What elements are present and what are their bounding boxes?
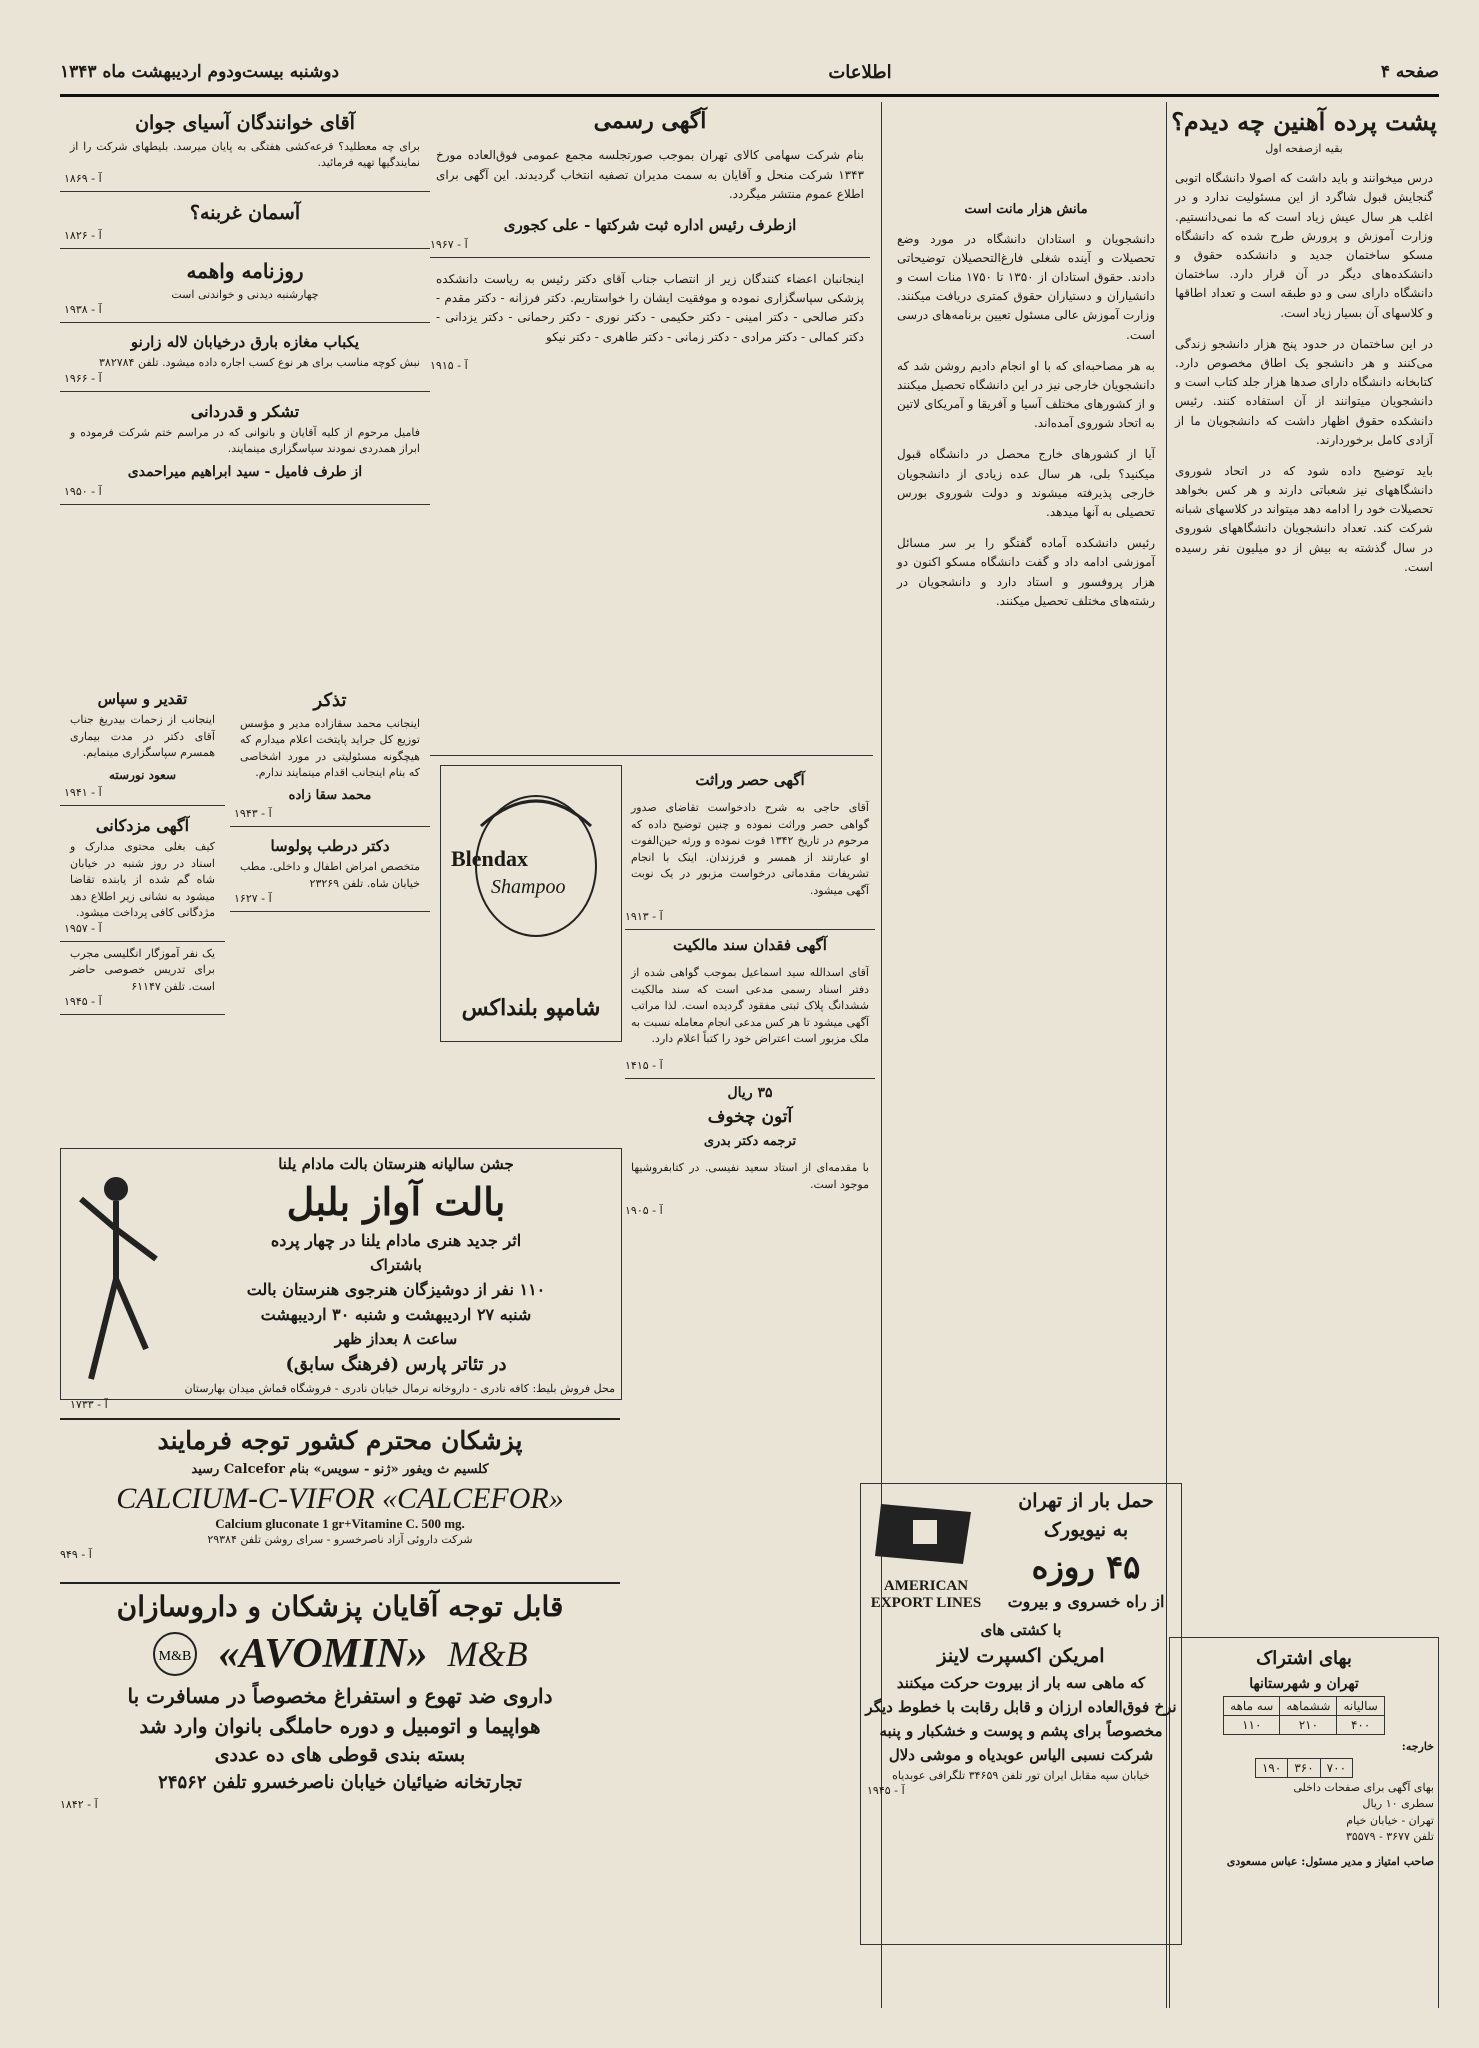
table-cell: ۳۶۰	[1288, 1758, 1320, 1777]
avomin-ad	[60, 1582, 620, 1944]
article-paragraph: آیا از کشورهای خارج محصل در دانشگاه قبول میکنید؟ بلی، هر سال عده زیادی از دانشجویان خارجی پذیرفته میشوند و دولت شوروی بورس تحصیلی به آنها میدهد.	[897, 447, 1155, 520]
doctors-notice: اینجانبان اعضاء کنندگان زیر از انتصاب جناب آقای دکتر رئیس به ریاست دانشکده پزشکی سپاسگزاری نموده و موفقیت ایشان را خواستاریم. دکتر فرزانه - دکتر مقدم - دکتر صالحی - دکتر امینی - دکتر حکیمی - دکتر نوری - دکتر رحمانی - دکتر یزدانی - دکتر کمالی - دکتر مرادی - دکتر زمانی - دکتر طاهری - دکتر نیکو	[436, 271, 864, 344]
article-paragraph: به هر مصاحبه‌ای که با او انجام دادیم روشن شد که دانشجویان خارجی نیز در این دانشگاه تحصیل میکنند و از کشورهای مختلف آسیا و آفریقا و آمریکای لاتین به اتحاد شوروی آمده‌اند.	[897, 358, 1155, 431]
mb-logo-icon	[152, 1631, 198, 1677]
ad-code: آ - ۱۹۵۰	[64, 484, 102, 498]
ad-body: یک نفر آموزگار انگلیسی مجرب برای تدریس خصوصی حاضر است. تلفن ۶۱۱۴۷	[70, 946, 215, 993]
ballet-sub: اثر جدید هنری مادام یلنا در چهار پرده	[270, 1230, 522, 1250]
ad-code: آ - ۱۹۱۳	[625, 910, 663, 923]
page-number: صفحه ۴	[1380, 62, 1439, 82]
article-paragraph: رئیس دانشکده آماده گفتگو را بر سر مسائل آموزشی ادامه داد و گفت دانشگاه مسکو اکنون دو هزار پروفسور و استاد دارد و دانشجویان در رشته‌های مختلف تحصیل میکنند.	[897, 536, 1155, 608]
ae-via: از راه خسروی و بیروت	[1007, 1591, 1165, 1611]
table-cell: ۲۱۰	[1280, 1716, 1337, 1735]
foreign-label: خارجه:	[1401, 1740, 1434, 1754]
ad-code: آ - ۱۸۶۹	[64, 171, 102, 185]
blendax-product: Shampoo	[491, 876, 566, 898]
table-cell: سه ماهه	[1224, 1697, 1280, 1716]
ad-code: آ - ۱۶۲۷	[234, 892, 272, 906]
ae-line: به نیویورک	[1043, 1518, 1129, 1541]
column-right	[1169, 102, 1439, 2008]
ad-code: آ - ۱۸۲۶	[64, 228, 102, 242]
notices-column	[625, 765, 875, 2008]
ad-box	[230, 827, 430, 912]
ad-body: اینجانب محمد سقازاده مدیر و مؤسس توزیع کل جراید پایتخت اعلام میدارم که هیچگونه مسئولیتی در مورد اشخاصی که بنام اینجانب اقدام مینمایند ندارم.	[240, 716, 420, 780]
table-cell: ششماهه	[1280, 1697, 1337, 1716]
calcefor-distributor: شرکت داروئی آزاد ناصرخسرو - سرای روشن تلفن ۲۹۳۸۴	[207, 1532, 473, 1546]
ad-box	[60, 942, 225, 1016]
ad-body: برای چه معطلید؟ قرعه‌کشی هفتگی به پایان میرسد. بلیطهای شرکت را از نمایندگیها تهیه فرمائید.	[70, 139, 420, 170]
table-row	[1224, 1697, 1385, 1716]
address: تهران - خیابان خیام	[1346, 1813, 1434, 1827]
notice-title: آگهی فقدان سند مالکیت	[673, 936, 827, 954]
ad-title: تقدیر و سپاس	[97, 690, 188, 708]
ad-signature: محمد سقا زاده	[288, 787, 372, 803]
ad-box	[60, 392, 430, 505]
notice-body: آقای اسدالله سید اسماعیل بموجب گواهی شده از دفتر اسناد رسمی مدعی است که سند مالکیت ششدانگ پلاک ثبتی مفقود گردیده است. لذا مراتب آگهی میشود تا هر کس مدعی انجام معامله نسبت به ملک مزبور است اعتراض خود را کتباً اعلام دارد.	[631, 966, 869, 1045]
avomin-line: داروی ضد تهوع و استفراغ مخصوصاً در مسافرت با	[127, 1683, 553, 1708]
ad-body: کیف بغلی محتوی مدارک و اسناد در روز شنبه در خیابان شاه گم شده از یابنده تقاضا میشود به نشانی زیر اطلاع دهد مژدگانی کافی پرداخت میشود.	[70, 840, 215, 920]
ballet-line: باشتراک	[370, 1255, 422, 1274]
table-cell: ۷۰۰	[1320, 1758, 1352, 1777]
phones: تلفن ۳۶۷۷ - ۳۵۵۷۹	[1345, 1830, 1434, 1844]
ballet-ad	[60, 1148, 622, 1400]
table-row	[1255, 1758, 1352, 1777]
issue-date: دوشنبه بیست‌ودوم اردیبهشت ماه ۱۳۴۳	[60, 62, 340, 82]
ballet-line: در تئاتر پارس (فرهنگ سابق)	[285, 1354, 507, 1376]
ad-code: آ - ۱۸۴۲	[60, 1797, 98, 1811]
ad-body: متخصص امراض اطفال و داخلی. مطب خیابان شاه. تلفن ۲۳۲۶۹	[240, 860, 420, 890]
ad-code: آ - ۱۹۶۷	[430, 237, 468, 251]
article-paragraph: درس میخوانند و باید داشت که اصولا دانشگاه اتوبی گنجایش قبول شاگرد از این مسئولیت ندارد و در اغلب هر سال عیش زیاد است که ما نمی‌دانستیم. وزارت آموزش و پرورش طرح شده که دانشگاه مسکو ساختمان جدید و دانشکده حقوق و دانشکده‌های دیگر در آن قرار دارد. ساختمان دانشگاه دارای سی و دو طبقه است و تعداد اطاقها و کلاسهای آن بسیار زیاد است.	[1175, 171, 1433, 320]
table-cell: ۴۰۰	[1337, 1716, 1384, 1735]
column-middle-left-b	[230, 680, 430, 1150]
official-ad-title: آگهی رسمی	[593, 108, 707, 134]
ballet-line: ساعت ۸ بعداز ظهر	[334, 1330, 458, 1349]
book-title: آتون چخوف	[707, 1107, 793, 1128]
calcefor-latin: CALCIUM-C-VIFOR «CALCEFOR»	[116, 1481, 564, 1515]
ad-box	[230, 680, 430, 827]
header-rule	[60, 94, 1439, 97]
ae-address: خیابان سپه مقابل ایران تور تلفن ۳۴۶۵۹ تلگرافی عوبدیاه	[892, 1768, 1150, 1782]
ad-body: فامیل مرحوم از کلیه آقایان و بانوانی که در مراسم ختم شرکت فرموده و ابراز همدردی نمودند سپاسگزاری مینمایند.	[70, 425, 420, 456]
american-export-ad	[860, 1483, 1182, 1945]
ballet-title: بالت آواز بلبل	[286, 1179, 506, 1224]
avomin-maker: M&B	[447, 1633, 528, 1674]
ad-code: آ - ۱۹۴۳	[234, 807, 272, 821]
calcefor-sub: کلسیم ث ویفور «ژنو - سویس» بنام Calcefor رسید	[191, 1462, 489, 1477]
subscription-sub: تهران و شهرستانها	[1249, 1675, 1359, 1692]
article-paragraph: باید توضیح داده شود که در اتحاد شوروی دانشگاههای نیز شعباتی دارند و هر کس بخواهد تحصیلات خود را ادامه دهد میتواند در کلاسهای شبانه شرکت کند. تعداد دانشجویان دانشگاههای شوروی در سال گذشته به بیش از دو میلیون نفر رسیده است.	[1175, 463, 1433, 574]
article-paragraph: در این ساختمان در حدود پنج هزار دانشجو زندگی می‌کنند و هر دانشجو یک اطاق مخصوص دارد. کتابخانه دانشگاه دارای صدها هزار جلد کتاب است و دانشجویان میتوانند از آن استفاده کنند. رئیس دانشکده حقوق اظهار داشت که دانشجویان ما از آزادی کامل برخوردارند.	[1175, 336, 1433, 447]
ae-line: نرخ فوق‌العاده ارزان و قابل رقابت با خطوط دیگر	[865, 1697, 1177, 1716]
page-header	[60, 52, 1439, 92]
ballet-tickets: محل فروش بلیط: کافه نادری - داروخانه نرمال خیابان نادری - فروشگاه قماش میدان بهارستان	[184, 1381, 615, 1395]
blendax-farsi: شامپو بلنداکس	[461, 995, 601, 1021]
column-left	[60, 102, 430, 677]
ad-body: نبش کوچه مناسب برای هر نوع کسب اجاره داده میشود. تلفن ۳۸۲۷۸۴	[99, 356, 420, 370]
ad-title: روزنامه واهمه	[186, 258, 304, 283]
ballet-top: جشن سالیانه هنرستان بالت مادام یلنا	[278, 1155, 514, 1173]
ad-title: آگهی مزدکانی	[95, 815, 190, 835]
column-middle	[430, 102, 870, 742]
column-middle-left-a	[60, 680, 225, 1150]
subscription-table-foreign	[1255, 1758, 1353, 1778]
ad-box	[60, 249, 430, 324]
ballet-line: شنبه ۲۷ اردیبهشت و شنبه ۳۰ اردیبهشت	[260, 1304, 532, 1324]
rule	[430, 755, 873, 756]
ad-code: آ - ۱۹۴۵	[64, 995, 102, 1009]
book-translator: ترجمه دکتر بدری	[703, 1133, 797, 1149]
table-cell: سالیانه	[1337, 1697, 1384, 1716]
notice-title: آگهی حصر وراثت	[695, 771, 805, 789]
ad-code: آ - ۱۹۵۷	[64, 921, 102, 935]
ae-line: حمل بار از تهران	[1018, 1490, 1154, 1512]
ae-days: ۴۵ روزه	[1031, 1547, 1141, 1586]
article-title: پشت پرده آهنین چه دیدم؟	[1171, 107, 1437, 136]
ae-line: مخصوصاً برای پشم و پوست و خشکبار و پنبه	[879, 1721, 1163, 1740]
section-heading: مانش هزار مانت است	[964, 202, 1088, 217]
company-logo-text: AMERICAN EXPORT LINES	[870, 1578, 982, 1611]
ad-code: آ - ۱۹۰۵	[625, 1204, 663, 1218]
table-cell: ۱۹۰	[1255, 1758, 1287, 1777]
avomin-line: تجارتخانه ضیائیان خیابان ناصرخسرو تلفن ۲۴۵۶۲	[158, 1772, 522, 1794]
ad-box	[60, 680, 225, 806]
paper-name: اطلاعات	[828, 61, 892, 83]
ads-label: بهای آگهی برای صفحات داخلی	[1293, 1780, 1434, 1794]
ad-code: آ - ۱۴۱۵	[625, 1058, 663, 1072]
ad-title: آقای خوانندگان آسیای جوان	[135, 112, 355, 134]
notice-body: آقای حاجی به شرح دادخواست تقاضای صدور گواهی حصر وراثت نموده و چنین توضیح داده که مرحوم در تاریخ ۱۳۴۲ فوت نموده و ورثه حین‌الفوت او عبارتند از همسر و فرزندان. اینک با انجام تشریفات مقدماتی درخواست مزبور در یک نوبت آگهی میشود.	[631, 801, 869, 897]
owner: صاحب امتیاز و مدیر مسئول: عباس مسعودی	[1226, 1854, 1434, 1868]
ae-line: امریکن اکسپرت لاینز	[937, 1645, 1105, 1668]
ad-code: آ - ۱۹۴۵	[867, 1784, 905, 1798]
ballet-line: ۱۱۰ نفر از دوشیزگان هنرجوی هنرستان بالت	[246, 1279, 546, 1299]
subscription-box	[1169, 1637, 1439, 2008]
ad-title: آسمان غربنه؟	[189, 201, 301, 224]
ae-line: که ماهی سه بار از بیروت حرکت میکنند	[896, 1673, 1146, 1692]
subscription-table	[1223, 1696, 1385, 1735]
calcefor-ad	[60, 1418, 620, 1580]
table-row	[1224, 1716, 1385, 1735]
ad-title: دکتر درطب پولوسا	[270, 837, 390, 856]
ad-box	[60, 806, 225, 942]
dancer-icon	[71, 1169, 161, 1389]
official-ad-signature: ازطرف رئیس اداره ثبت شرکتها - علی کجوری	[503, 215, 797, 234]
ad-title: یکباب مغازه بارق درخیابان لاله زارنو	[130, 333, 360, 352]
calcefor-formula: Calcium gluconate 1 gr+Vitamine C. 500 mg.	[215, 1515, 465, 1531]
avomin-line: بسته بندی قوطی های ده عددی	[214, 1743, 466, 1766]
ads-price: سطری ۱۰ ریال	[1362, 1797, 1434, 1811]
ad-body: چهارشنبه دیدنی و خواندنی است	[171, 287, 319, 301]
ad-box	[60, 192, 430, 249]
avomin-line: هواپیما و اتومبیل و دوره حاملگی بانوان وارد شد	[139, 1713, 541, 1738]
official-ad-body: بنام شرکت سهامی کالای تهران بموجب صورتجلسه مجمع عمومی فوق‌العاده مورخ ۱۳۴۳ شرکت منحل و آقایان به سمت مدیران تصفیه انتخاب گردیدند. این آگهی برای اطلاع عموم منتشر میگردد.	[436, 148, 864, 201]
blendax-brand: Blendax	[451, 846, 529, 871]
book-body: با مقدمه‌ای از استاد سعید نفیسی. در کتابفروشیها موجود است.	[631, 1161, 869, 1191]
ad-code: آ - ۱۷۳۳	[70, 1398, 108, 1411]
avomin-brand: «AVOMIN»	[218, 1630, 428, 1677]
ad-box	[60, 323, 430, 392]
ae-contact: شرکت نسبی الیاس عوبدیاه و موشی دلال	[888, 1745, 1154, 1764]
ad-signature: سعود نورسته	[108, 767, 176, 782]
ad-code: آ - ۱۹۱۵	[430, 358, 468, 372]
book-price: ۳۵ ریال	[727, 1084, 773, 1101]
ad-signature: از طرف فامیل - سید ابراهیم میراحمدی	[127, 463, 363, 480]
ad-code: آ - ۱۹۴۱	[64, 785, 102, 799]
ad-code: آ - ۱۹۳۸	[64, 303, 102, 317]
calcefor-title: پزشکان محترم کشور توجه فرمایند	[157, 1426, 523, 1455]
article-subtitle: بقیه ازصفحه اول	[1265, 141, 1343, 155]
ad-code: آ - ۹۴۹	[60, 1548, 92, 1562]
ae-line: با کشتی های	[980, 1621, 1062, 1640]
ad-code: آ - ۱۹۶۶	[64, 371, 102, 385]
subscription-title: بهای اشتراک	[1256, 1648, 1352, 1669]
svg-text:M&B: M&B	[159, 1648, 192, 1664]
avomin-title: قابل توجه آقایان پزشکان و داروسازان	[116, 1590, 564, 1623]
article-paragraph: دانشجویان و استادان دانشگاه در مورد وضع تحصیلات و آینده شغلی فارغ‌التحصیلان توضیحاتی دادند. حقوق استادان از ۱۳۵۰ تا ۱۷۵۰ منات است و دانشیاران و دستیاران حقوق کمتری دریافت میکنند. وزارت آموزش عالی مسئول تعیین برنامه‌های درسی است.	[897, 231, 1156, 342]
ad-title: تذکر	[313, 690, 347, 711]
ad-body: اینجانب از زحمات بیدریغ جناب آقای دکتر در مدت بیماری همسرم سپاسگزاری مینمایم.	[70, 713, 215, 759]
ad-title: تشکر و قدردانی	[190, 401, 300, 421]
blendax-ad	[440, 765, 622, 1042]
table-cell: ۱۱۰	[1224, 1716, 1280, 1735]
ad-box	[60, 102, 430, 192]
flag-logo-icon	[871, 1494, 981, 1574]
